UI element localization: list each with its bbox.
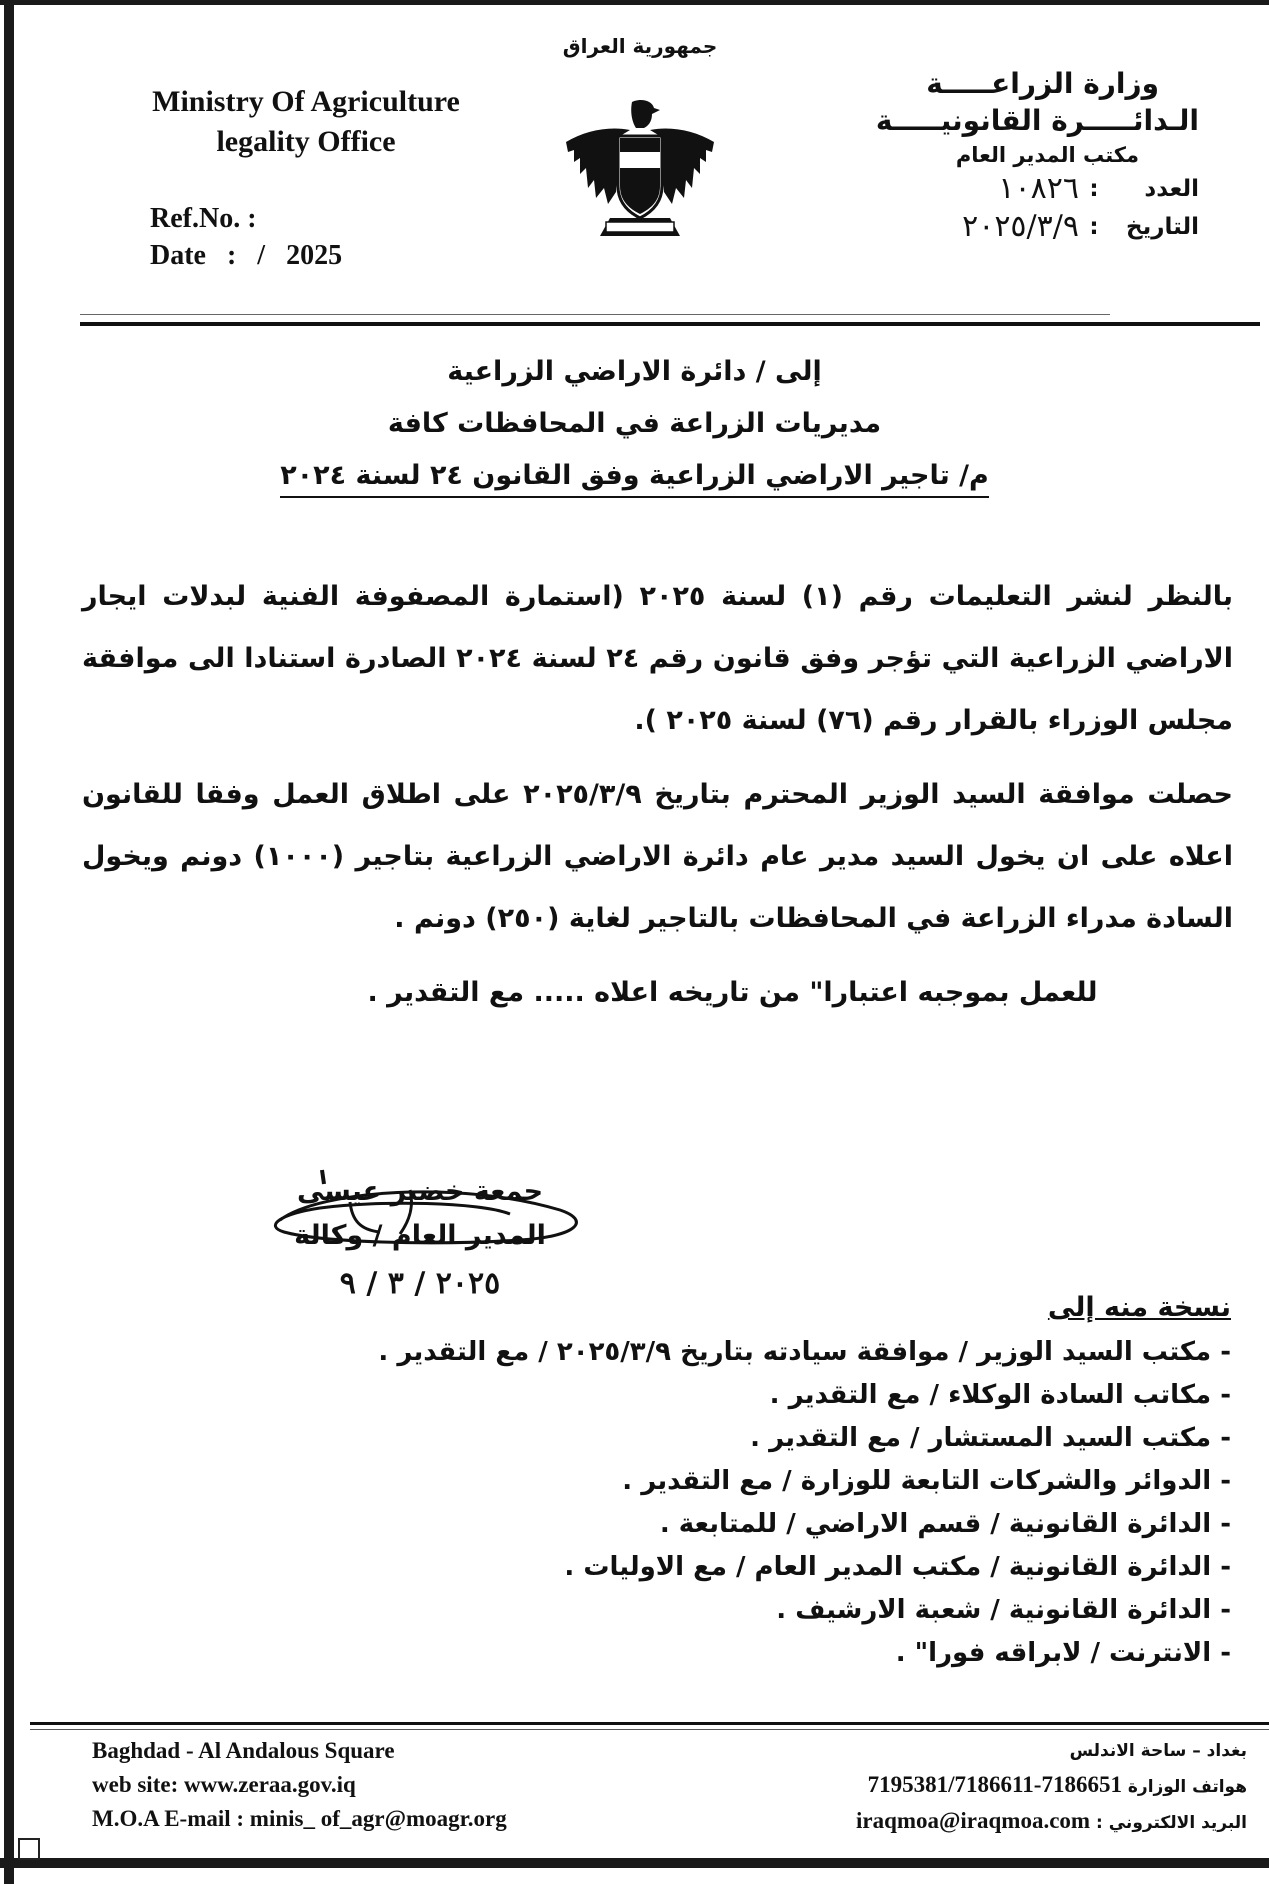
- copy-recipient: - الانترنت / لابراقه فورا" .: [231, 1632, 1231, 1675]
- date-value: ٢٠٢٥/٣/٩: [962, 209, 1079, 244]
- copy-recipient: - مكتب السيد المستشار / مع التقدير .: [231, 1417, 1231, 1460]
- corner-mark: [18, 1838, 40, 1860]
- office-name-en: legality Office: [216, 125, 396, 158]
- ref-number-en: Ref.No. :: [150, 203, 257, 234]
- footer-arabic: [727, 1734, 1247, 1840]
- copies-heading: نسخة منه إلى: [1047, 1292, 1231, 1323]
- copy-recipient: - الدائرة القانونية / قسم الاراضي / للمتابعة .: [231, 1503, 1231, 1546]
- number-label: العدد: [1144, 176, 1199, 202]
- header-rule-thin: [80, 314, 1110, 315]
- copy-recipient: - مكاتب السادة الوكلاء / مع التقدير .: [231, 1374, 1231, 1417]
- footer-address-ar: بغداد – ساحة الاندلس: [1069, 1741, 1247, 1761]
- department-name-ar: الـدائـــــرة القانونيـــــة: [875, 104, 1199, 137]
- footer-address-en: Baghdad - Al Andalous Square: [92, 1738, 395, 1763]
- date-label: التاريخ: [1126, 214, 1199, 240]
- copy-recipient: - الدائرة القانونية / مكتب المدير العام / مع الاوليات .: [231, 1546, 1231, 1589]
- email-label-ar: البريد الالكتروني :: [1096, 1813, 1247, 1833]
- copy-recipient: - الدائرة القانونية / شعبة الارشيف .: [231, 1589, 1231, 1632]
- footer-rule: [30, 1722, 1269, 1725]
- footer-rule-thin: [30, 1729, 1269, 1730]
- copies-list: [231, 1286, 1231, 1675]
- addressee-line: إلى / دائرة الاراضي الزراعية: [447, 356, 822, 387]
- phones-value: 7195381/7186611-7186651: [867, 1772, 1122, 1797]
- page-border-top: [0, 0, 1269, 5]
- footer-phones-row: [727, 1768, 1247, 1804]
- closing-line: للعمل بموجبه اعتبارا" من تاريخه اعلاه ..... مع التقدير .: [367, 977, 1098, 1008]
- phones-label: هواتف الوزارة: [1127, 1777, 1247, 1797]
- page-border-left: [4, 0, 14, 1884]
- iraq-eagle-emblem-icon: [560, 96, 720, 256]
- office-name-ar: مكتب المدير العام: [955, 143, 1139, 167]
- footer-website: web site: www.zeraa.gov.iq: [92, 1772, 356, 1797]
- email-value-ar: iraqmoa@iraqmoa.com: [855, 1808, 1091, 1833]
- republic-name: جمهورية العراق: [562, 34, 718, 58]
- date-en: Date : / 2025: [150, 240, 343, 271]
- addressee-block: [140, 346, 1129, 502]
- arabic-letterhead: [819, 66, 1199, 246]
- footer-email-en: M.O.A E-mail : minis_ of_agr@moagr.org: [92, 1806, 507, 1831]
- reference-number-row: العدد : ١٠٨٢٦: [998, 171, 1199, 206]
- letter-body: [82, 566, 1233, 1036]
- page-border-bottom: [0, 1858, 1269, 1868]
- signatory-name: جمعة خضير عيسى: [296, 1176, 544, 1207]
- copy-recipient: - مكتب السيد الوزير / موافقة سيادته بتاريخ ٢٠٢٥/٣/٩ / مع التقدير .: [231, 1331, 1231, 1374]
- ministry-name-ar: وزارة الزراعـــــة: [926, 67, 1159, 100]
- footer-english: [92, 1734, 507, 1836]
- signatory-title: المدير العام / وكالة: [294, 1220, 546, 1251]
- footer-email-row: [727, 1804, 1247, 1840]
- body-paragraph-1: بالنظر لنشر التعليمات رقم (١) لسنة ٢٠٢٥ (استمارة المصفوفة الفنية لبدلات ايجار الاراضي الزراعية التي تؤجر وفق قانون رقم ٢٤ لسنة ٢٠٢٤ الصادرة استنادا الى موافقة مجلس الوزراء بالقرار رقم (٧٦) لسنة ٢٠٢٥ ).: [82, 581, 1233, 736]
- copy-recipient: - الدوائر والشركات التابعة للوزارة / مع التقدير .: [231, 1460, 1231, 1503]
- addressee-line-2: مديريات الزراعة في المحافظات كافة: [387, 408, 882, 439]
- number-value: ١٠٨٢٦: [998, 171, 1079, 206]
- signature-date: ٢٠٢٥ / ٣ / ٩: [339, 1266, 501, 1301]
- header-rule: [80, 322, 1260, 326]
- subject-line: م/ تاجير الاراضي الزراعية وفق القانون ٢٤ لسنة ٢٠٢٤: [280, 456, 989, 498]
- ministry-name-en: Ministry Of Agriculture: [152, 85, 460, 118]
- date-row: التاريخ : ٢٠٢٥/٣/٩: [962, 209, 1199, 244]
- english-letterhead: [96, 82, 516, 162]
- body-paragraph-2: حصلت موافقة السيد الوزير المحترم بتاريخ ٢٠٢٥/٣/٩ على اطلاق العمل وفقا للقانون اعلاه على ان يخول السيد مدير عام دائرة الاراضي الزراعية بتاجير (١٠٠٠) دونم ويخول السادة مدراء الزراعة في المحافظات بالتاجير لغاية (٢٥٠) دونم .: [82, 779, 1233, 934]
